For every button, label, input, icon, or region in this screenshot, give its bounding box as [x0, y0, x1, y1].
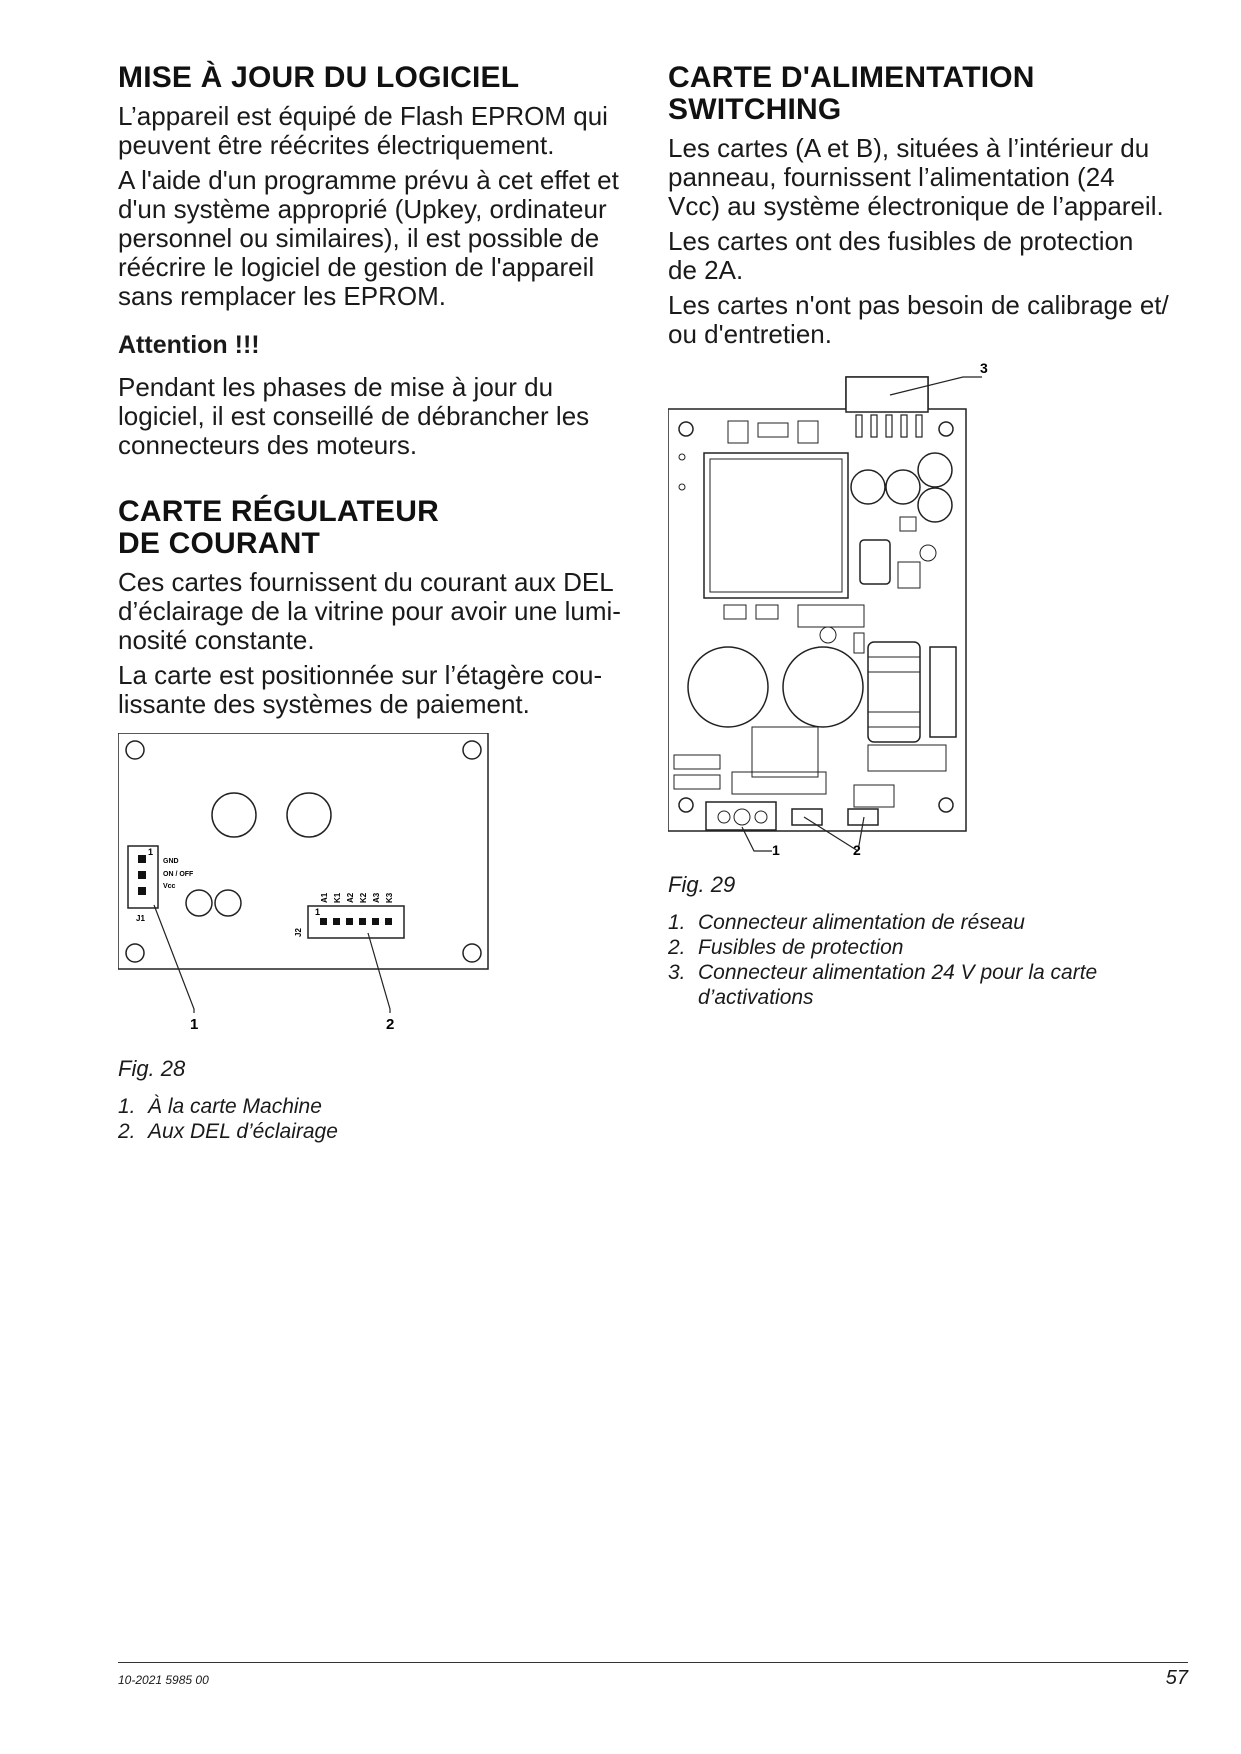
legend-item: 1. À la carte Machine: [118, 1095, 322, 1118]
board-outline: [118, 733, 488, 969]
paragraph-cards-supply: Les cartes (A et B), situées à l’intérieur du panneau, fournissent l’alimentation (24 Vcc) au système électronique de l’appareil.: [668, 133, 1164, 221]
paragraph-rewrite-software: A l'aide d'un programme prévu à cet effet et d'un système approprié (Upkey, ordinateur personnel ou similaires), il est possible de réécrire le logiciel de gestion de l'appareil sans remplacer les EPROM.: [118, 165, 619, 311]
figure-29: [668, 357, 1196, 1010]
pin-label-k1: K1: [333, 892, 342, 903]
onoff-label: ON / OFF: [163, 871, 194, 878]
paragraph-flash-eprom: L’appareil est équipé de Flash EPROM qui peuvent être réécrites électriquement.: [118, 101, 608, 160]
figure-28: [118, 733, 646, 1144]
paragraph-board-position: La carte est positionnée sur l’étagère cou- lissante des systèmes de paiement.: [118, 660, 603, 719]
figure-28-caption: Fig. 28: [118, 1056, 186, 1081]
gnd-label: GND: [163, 858, 179, 865]
right-column: [668, 62, 1196, 1010]
paragraph-maintenance: Les cartes n'ont pas besoin de calibrage et/ ou d'entretien.: [668, 290, 1169, 349]
pin-label-k3: K3: [385, 892, 394, 903]
j2-pin1-label: 1: [315, 907, 321, 917]
paragraph-fuses: Les cartes ont des fusibles de protection de 2A.: [668, 226, 1134, 285]
legend-item: 2. Fusibles de protection: [668, 936, 904, 959]
paragraph-attention: Pendant les phases de mise à jour du logiciel, il est conseillé de débrancher les connecteurs des moteurs.: [118, 372, 590, 460]
paragraph-led-current: Ces cartes fournissent du courant aux DEL d’éclairage de la vitrine pour avoir une lumi- nosité constante.: [118, 567, 621, 655]
j1-pin1-label: 1: [148, 847, 154, 857]
mains-connector: [706, 802, 776, 830]
pin-label-a3: A3: [372, 892, 381, 903]
fuse: [792, 809, 822, 825]
regulator-board-drawing: [118, 733, 498, 1043]
figure-29-caption: Fig. 29: [668, 872, 736, 897]
callout-2: 2: [853, 842, 861, 857]
j1-label: J1: [136, 914, 145, 923]
pin-label-a1: A1: [320, 892, 329, 903]
j2-label: J2: [294, 928, 303, 937]
callout-2: 2: [386, 1016, 395, 1033]
figure-29-legend: [668, 910, 1196, 1010]
page-number: 57: [1165, 1667, 1188, 1689]
document-id: 10-2021 5985 00: [118, 1673, 209, 1687]
callout-1: 1: [190, 1016, 199, 1033]
left-column: [118, 62, 646, 1144]
legend-item: 1. Connecteur alimentation de réseau: [668, 911, 1025, 934]
pin-label-k2: K2: [359, 892, 368, 903]
callout-1: 1: [772, 842, 780, 857]
section-title-power-supply: CARTE D'ALIMENTATION SWITCHING: [668, 61, 1035, 126]
figure-28-legend: [118, 1094, 646, 1144]
attention-heading: Attention !!!: [118, 331, 260, 359]
transformer: [704, 453, 848, 598]
page-footer: [118, 1662, 1188, 1689]
callout-3: 3: [980, 360, 988, 376]
legend-item: 3. Connecteur alimentation 24 V pour la carte d’activations: [668, 961, 1098, 1009]
section-title-current-regulator: CARTE RÉGULATEUR DE COURANT: [118, 495, 439, 560]
vcc-label: Vcc: [163, 883, 176, 890]
pin-label-a2: A2: [346, 892, 355, 903]
legend-item: 2. Aux DEL d’éclairage: [118, 1120, 338, 1143]
power-board-drawing: [668, 357, 998, 857]
section-title-software-update: MISE À JOUR DU LOGICIEL: [118, 61, 520, 94]
